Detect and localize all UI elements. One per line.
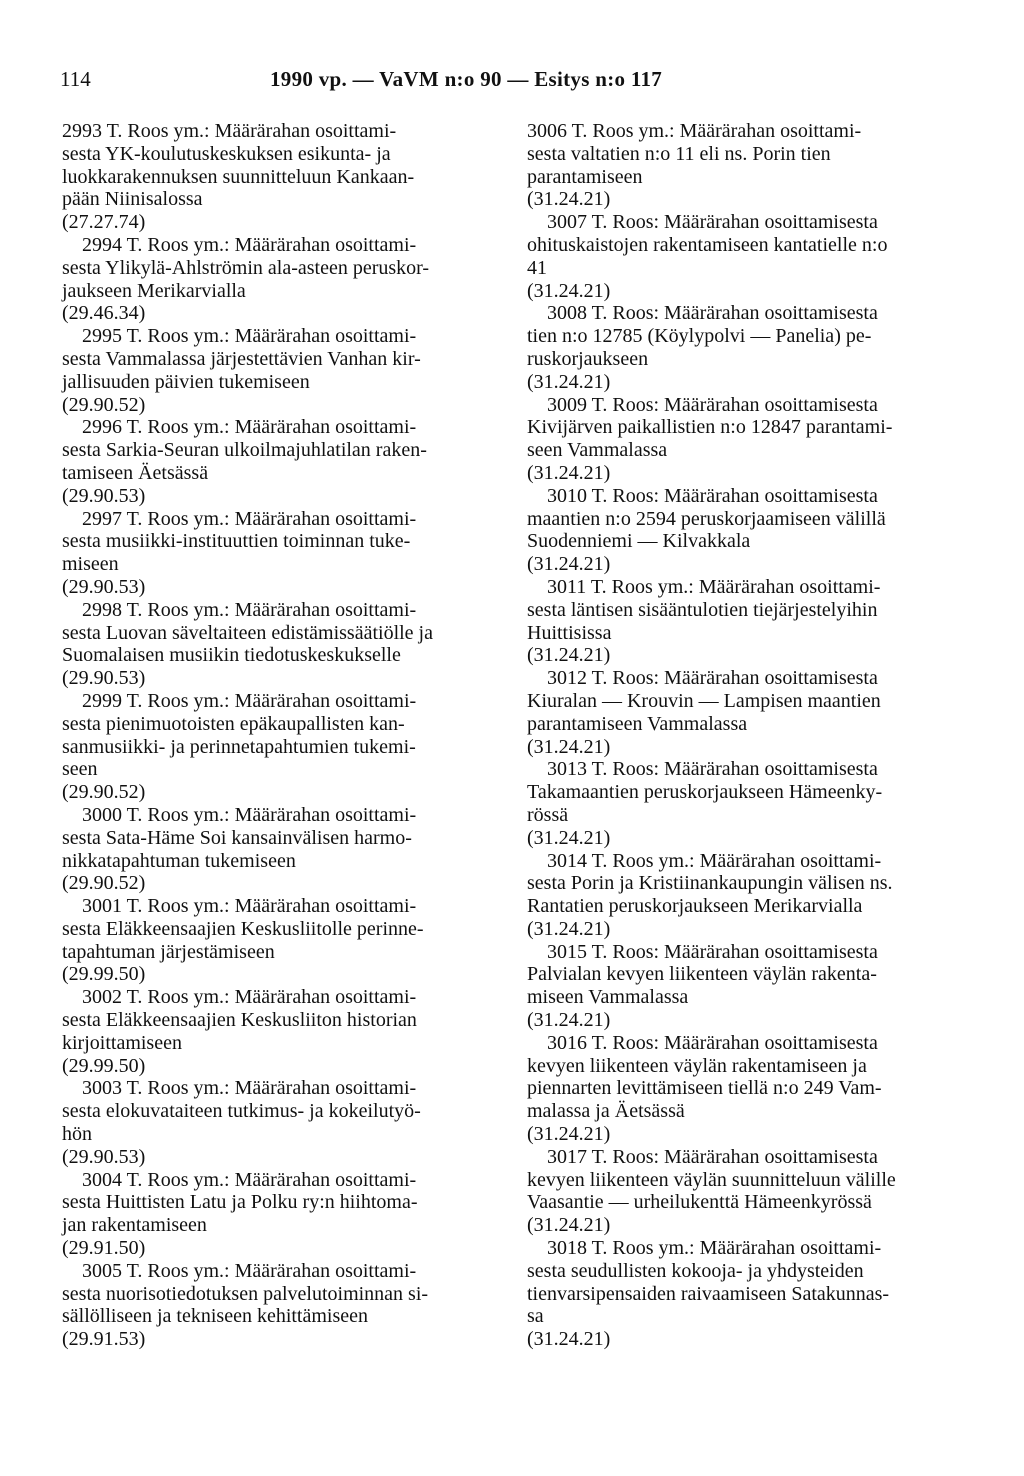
motion-text-line: tapahtuman järjestämiseen [62, 940, 275, 963]
motion-text-line: sesta seudullisten kokooja- ja yhdysteiden [527, 1259, 864, 1282]
motion-entry [62, 895, 510, 986]
motion-text-line: malassa ja Äetsässä [527, 1100, 685, 1123]
motion-text-line: 2996 T. Roos ym.: Määrärahan osoittami- [82, 416, 417, 439]
motion-text-line: Rantatien peruskorjaukseen Merikarvialla [527, 895, 863, 918]
budget-item-reference: (31.24.21) [527, 279, 611, 302]
motion-text-line: Kivijärven paikallistien n:o 12847 parantami- [527, 416, 893, 439]
motion-entry [62, 416, 510, 507]
motion-text-line: 3008 T. Roos: Määrärahan osoittamisesta [547, 302, 878, 325]
running-title: 1990 vp. — VaVM n:o 90 — Esitys n:o 117 [270, 67, 663, 91]
left-column [62, 120, 510, 1351]
budget-item-reference: (31.24.21) [527, 553, 611, 576]
motion-text-line: kevyen liikenteen väylän rakentamiseen ja [527, 1054, 867, 1077]
motion-entry [527, 1032, 967, 1146]
motion-text-line: sesta valtatien n:o 11 eli ns. Porin tien [527, 142, 831, 165]
motion-text-line: parantamiseen [527, 165, 643, 188]
budget-item-reference: (29.90.53) [62, 484, 146, 507]
budget-item-reference: (31.24.21) [527, 826, 611, 849]
motion-entry [527, 211, 967, 302]
budget-item-reference: (29.91.50) [62, 1237, 146, 1260]
motion-text-line: maantien n:o 2594 peruskorjaamiseen välillä [527, 507, 886, 530]
motion-text-line: 3009 T. Roos: Määrärahan osoittamisesta [547, 393, 878, 416]
budget-item-reference: (31.24.21) [527, 917, 611, 940]
motion-entry [527, 667, 967, 758]
motion-text-line: 3018 T. Roos ym.: Määrärahan osoittami- [547, 1237, 882, 1260]
motion-text-line: sesta elokuvataiteen tutkimus- ja kokeilutyö- [62, 1100, 421, 1123]
motion-entry [527, 850, 967, 941]
motion-text-line: hön [62, 1123, 92, 1146]
motion-text-line: sesta Vammalassa järjestettävien Vanhan kir- [62, 347, 421, 370]
motion-text-line: rössä [527, 803, 569, 826]
motion-text-line: 2999 T. Roos ym.: Määrärahan osoittami- [82, 689, 417, 712]
motion-text-line: ruskorjaukseen [527, 347, 649, 370]
motion-text-line: Suodenniemi — Kilvakkala [527, 530, 751, 553]
budget-item-reference: (31.24.21) [527, 188, 611, 211]
motion-text-line: 41 [527, 256, 547, 279]
motion-entry [62, 508, 510, 599]
motion-text-line: piennarten levittämiseen tiellä n:o 249 Vam- [527, 1077, 882, 1100]
motion-text-line: sesta Sata-Häme Soi kansainvälisen harmo- [62, 826, 412, 849]
motion-text-line: sesta musiikki-instituuttien toiminnan tuke- [62, 530, 411, 553]
budget-item-reference: (31.24.21) [527, 370, 611, 393]
motion-text-line: miseen [62, 553, 119, 576]
motion-text-line: Takamaantien peruskorjaukseen Hämeenky- [527, 781, 883, 804]
motion-text-line: 3010 T. Roos: Määrärahan osoittamisesta [547, 484, 878, 507]
motion-text-line: 3017 T. Roos: Määrärahan osoittamisesta [547, 1145, 878, 1168]
motion-text-line: 3007 T. Roos: Määrärahan osoittamisesta [547, 211, 878, 234]
motion-text-line: 3013 T. Roos: Määrärahan osoittamisesta [547, 758, 878, 781]
motion-text-line: 3016 T. Roos: Määrärahan osoittamisesta [547, 1031, 878, 1054]
motion-text-line: sesta Sarkia-Seuran ulkoilmajuhlatilan raken- [62, 439, 427, 462]
motion-entry [527, 394, 967, 485]
motion-entry [62, 599, 510, 690]
motion-text-line: sesta Eläkkeensaajien Keskusliiton historian [62, 1009, 417, 1032]
motion-text-line: luokkarakennuksen suunnitteluun Kankaan- [62, 165, 415, 188]
motion-text-line: sesta Ylikylä-Ahlströmin ala-asteen peruskor- [62, 256, 430, 279]
motion-entry [62, 1077, 510, 1168]
budget-item-reference: (31.24.21) [527, 1214, 611, 1237]
motion-entry [62, 1260, 510, 1351]
motion-text-line: sesta Huittisten Latu ja Polku ry:n hiihtoma- [62, 1191, 418, 1214]
motion-text-line: sesta YK-koulutuskeskuksen esikunta- ja [62, 142, 391, 165]
motion-text-line: parantamiseen Vammalassa [527, 712, 748, 735]
right-column [527, 120, 967, 1351]
motion-text-line: sesta Luovan säveltaiteen edistämissäätiölle ja [62, 621, 433, 644]
motion-text-line: 3006 T. Roos ym.: Määrärahan osoittami- [527, 120, 862, 142]
motion-text-line: 3012 T. Roos: Määrärahan osoittamisesta [547, 667, 878, 690]
motion-text-line: 2993 T. Roos ym.: Määrärahan osoittami- [62, 120, 397, 142]
budget-item-reference: (27.27.74) [62, 211, 146, 234]
motion-text-line: jan rakentamiseen [62, 1214, 207, 1237]
motion-entry [527, 576, 967, 667]
motion-text-line: 2997 T. Roos ym.: Määrärahan osoittami- [82, 507, 417, 530]
motion-text-line: sesta Porin ja Kristiinankaupungin välisen ns. [527, 872, 893, 895]
motion-entry [62, 325, 510, 416]
motion-text-line: tamiseen Äetsässä [62, 461, 209, 484]
motion-text-line: tien n:o 12785 (Köylypolvi — Panelia) pe- [527, 325, 872, 348]
motion-text-line: tienvarsipensaiden raivaamiseen Satakunnas- [527, 1282, 890, 1305]
motion-entry [527, 120, 967, 211]
motion-text-line: kirjoittamiseen [62, 1031, 182, 1054]
motion-text-line: ohituskaistojen rakentamiseen kantatielle n:o [527, 233, 888, 256]
budget-item-reference: (29.46.34) [62, 302, 146, 325]
motion-entry [527, 1237, 967, 1351]
page-header [60, 64, 960, 94]
motion-text-line: seen Vammalassa [527, 439, 668, 462]
motion-entry [527, 1146, 967, 1237]
motion-text-line: 3000 T. Roos ym.: Määrärahan osoittami- [82, 803, 417, 826]
motion-text-line: jaukseen Merikarvialla [62, 279, 246, 302]
budget-item-reference: (31.24.21) [527, 644, 611, 667]
motion-text-line: seen [62, 758, 98, 781]
budget-item-reference: (29.90.53) [62, 575, 146, 598]
budget-item-reference: (29.90.53) [62, 1145, 146, 1168]
motion-entry [62, 804, 510, 895]
budget-item-reference: (29.99.50) [62, 963, 146, 986]
motion-entry [62, 986, 510, 1077]
budget-item-reference: (31.24.21) [527, 461, 611, 484]
motion-entry [62, 690, 510, 804]
motion-text-line: 2998 T. Roos ym.: Määrärahan osoittami- [82, 598, 417, 621]
motion-text-line: sesta pienimuotoisten epäkaupallisten kan- [62, 712, 405, 735]
motion-text-line: miseen Vammalassa [527, 986, 689, 1009]
motion-text-line: jallisuuden päivien tukemiseen [62, 370, 310, 393]
motion-text-line: Suomalaisen musiikin tiedotuskeskukselle [62, 644, 401, 667]
motion-text-line: 3011 T. Roos ym.: Määrärahan osoittami- [547, 575, 881, 598]
motion-text-line: sesta Eläkkeensaajien Keskusliitolle perinne- [62, 917, 424, 940]
motion-text-line: 3005 T. Roos ym.: Määrärahan osoittami- [82, 1259, 417, 1282]
motion-entry [527, 485, 967, 576]
motion-text-line: Huittisissa [527, 621, 612, 644]
budget-item-reference: (31.24.21) [527, 1009, 611, 1032]
budget-item-reference: (29.90.53) [62, 667, 146, 690]
motion-text-line: 3003 T. Roos ym.: Määrärahan osoittami- [82, 1077, 417, 1100]
motion-text-line: 3014 T. Roos ym.: Määrärahan osoittami- [547, 849, 882, 872]
motion-text-line: Palvialan kevyen liikenteen väylän rakenta- [527, 963, 877, 986]
motion-entry [527, 302, 967, 393]
budget-item-reference: (29.99.50) [62, 1054, 146, 1077]
budget-item-reference: (29.91.53) [62, 1328, 146, 1351]
budget-item-reference: (31.24.21) [527, 735, 611, 758]
page-number: 114 [60, 67, 91, 91]
motion-entry [62, 1169, 510, 1260]
motion-text-line: Kiuralan — Krouvin — Lampisen maantien [527, 689, 881, 712]
motion-text-line: Vaasantie — urheilukenttä Hämeenkyrössä [527, 1191, 872, 1214]
budget-item-reference: (31.24.21) [527, 1123, 611, 1146]
budget-item-reference: (31.24.21) [527, 1328, 611, 1351]
budget-item-reference: (29.90.52) [62, 872, 146, 895]
motion-entry [62, 120, 510, 234]
motion-text-line: pään Niinisalossa [62, 188, 203, 211]
motion-text-line: sa [527, 1305, 544, 1328]
motion-text-line: kevyen liikenteen väylän suunnitteluun välille [527, 1168, 896, 1191]
motion-entry [527, 758, 967, 849]
budget-item-reference: (29.90.52) [62, 393, 146, 416]
motion-text-line: sesta läntisen sisääntulotien tiejärjestelyihin [527, 598, 878, 621]
motion-entry [527, 941, 967, 1032]
motion-text-line: 2995 T. Roos ym.: Määrärahan osoittami- [82, 325, 417, 348]
budget-item-reference: (29.90.52) [62, 781, 146, 804]
motion-text-line: nikkatapahtuman tukemiseen [62, 849, 296, 872]
motion-text-line: 3004 T. Roos ym.: Määrärahan osoittami- [82, 1168, 417, 1191]
motion-text-line: 3001 T. Roos ym.: Määrärahan osoittami- [82, 895, 417, 918]
motion-text-line: 3015 T. Roos: Määrärahan osoittamisesta [547, 940, 878, 963]
motion-text-line: 3002 T. Roos ym.: Määrärahan osoittami- [82, 986, 417, 1009]
motion-text-line: 2994 T. Roos ym.: Määrärahan osoittami- [82, 233, 417, 256]
motion-entry [62, 234, 510, 325]
motion-text-line: sesta nuorisotiedotuksen palvelutoiminnan si- [62, 1282, 429, 1305]
motion-text-line: sällölliseen ja tekniseen kehittämiseen [62, 1305, 369, 1328]
motion-text-line: sanmusiikki- ja perinnetapahtumien tukemi- [62, 735, 416, 758]
